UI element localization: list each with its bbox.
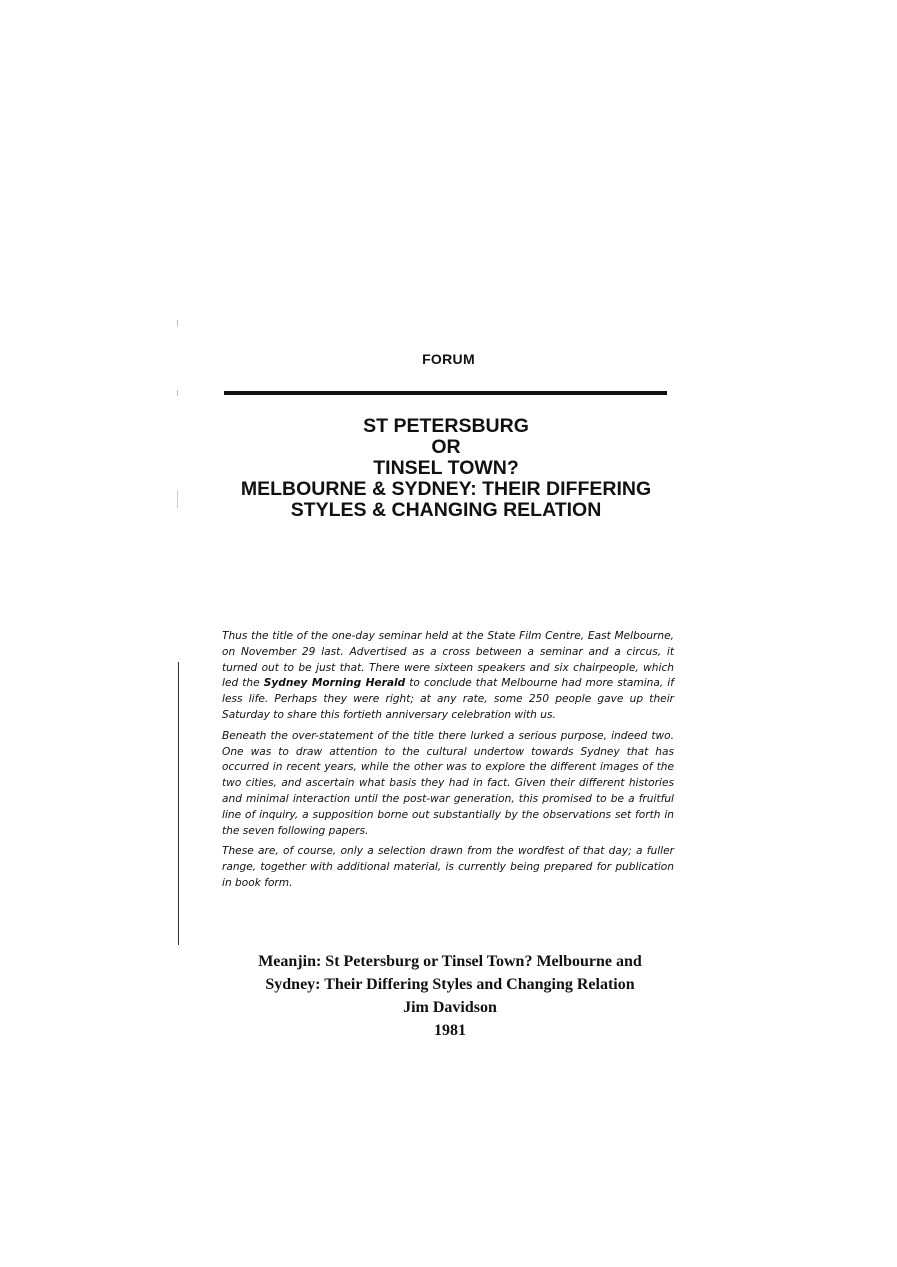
title-line: MELBOURNE & SYDNEY: THEIR DIFFERING — [240, 478, 652, 500]
paragraph: These are, of course, only a selection drawn from the wordfest of that day; a fuller range, together with additional material, is currently being prepared for publication in book form. — [222, 845, 674, 889]
citation-author: Jim Davidson — [403, 999, 497, 1016]
paragraph: Beneath the over-statement of the title there lurked a serious purpose, indeed two. One was to draw attention to the cultural undertow towards Sydney that has occurred in recent years, while the other was to explore the different images of the two cities, and ascertain what basis they had in fact. Given their different histories and minimal interaction until the post-war generation, this promised to be a fruitful line of inquiry, a supposition borne out substantially by the observations set forth in the seven following papers. — [222, 729, 674, 837]
margin-scan-mark — [177, 390, 178, 396]
paragraph — [222, 629, 674, 724]
citation-line: Sydney: Their Differing Styles and Changing Relation — [265, 976, 635, 993]
section-label: FORUM — [422, 351, 475, 367]
title-line: TINSEL TOWN? — [373, 457, 519, 479]
title-line: STYLES & CHANGING RELATION — [290, 499, 602, 521]
margin-scan-mark — [177, 490, 178, 508]
title-line: OR — [431, 436, 461, 458]
article-body — [222, 629, 674, 897]
newspaper-name: Sydney Morning Herald — [263, 677, 406, 690]
header-rule — [224, 391, 667, 395]
article-title — [180, 416, 712, 521]
citation — [180, 950, 720, 1042]
citation-year: 1981 — [434, 1022, 466, 1039]
margin-scan-mark — [177, 320, 178, 326]
paragraph-text: Thus the title of the one-day seminar held at the State Film Centre, East Melbourne, on November 29 last. Advertised as a cross between a seminar and a circus, it turned out to be just that. There were sixteen speakers and six chairpeople, which led the — [222, 630, 674, 690]
title-line: ST PETERSBURG — [363, 415, 529, 437]
citation-line: Meanjin: St Petersburg or Tinsel Town? Melbourne and — [258, 953, 642, 970]
margin-scan-mark — [178, 662, 179, 945]
paragraph-text: to conclude that Melbourne had more stamina, if less life. Perhaps they were right; at any rate, some 250 people gave up their Saturday to share this fortieth anniversary celebration with us. — [222, 677, 674, 721]
